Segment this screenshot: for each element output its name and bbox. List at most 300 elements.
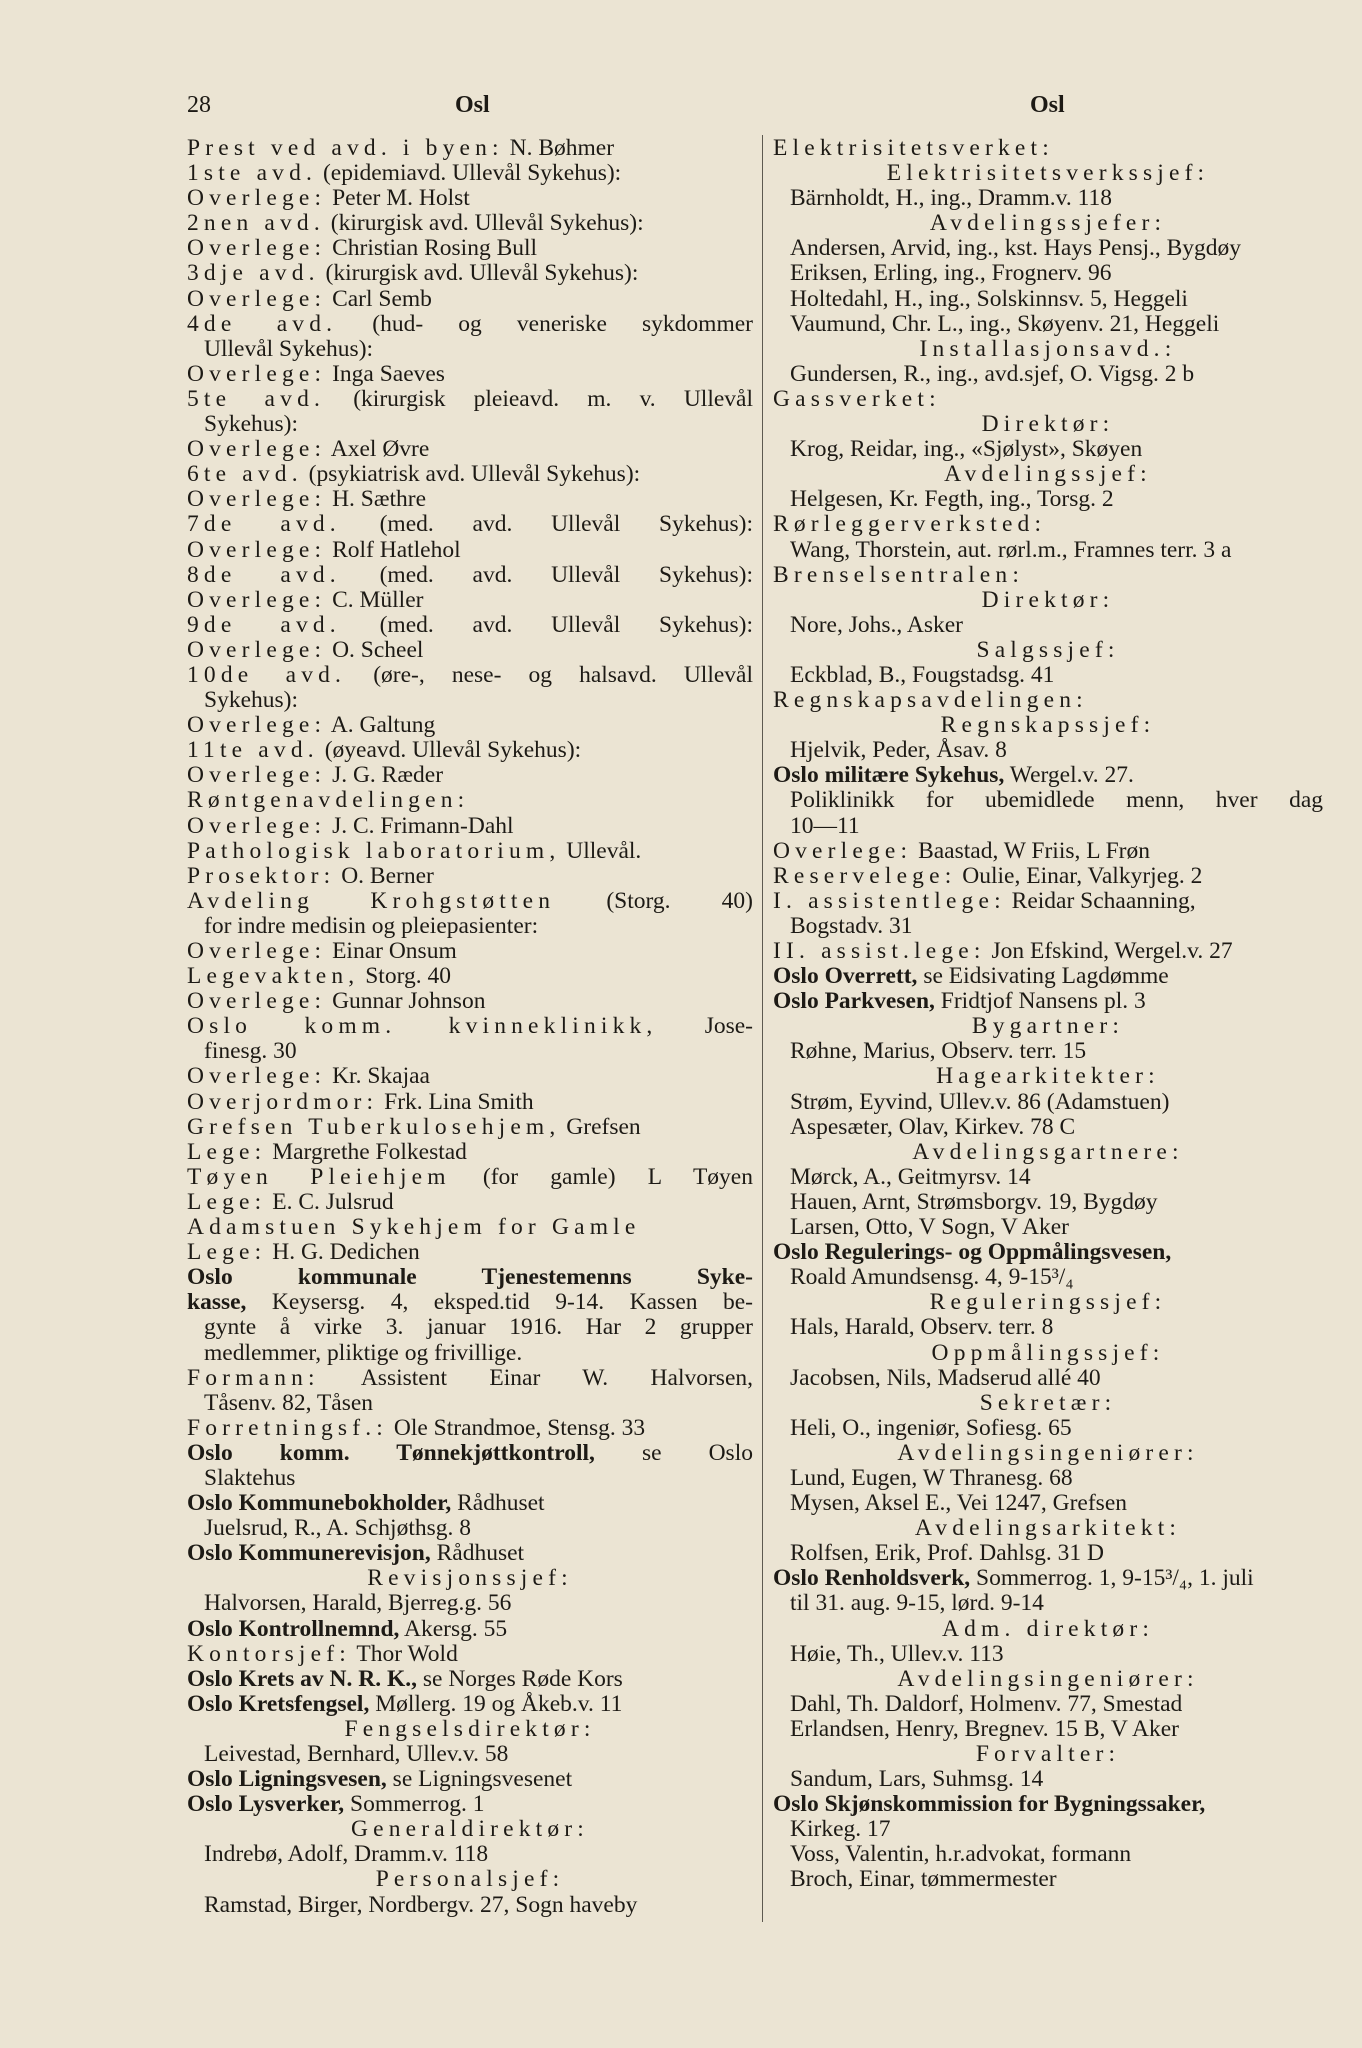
spaced-label: Overlege:	[187, 436, 327, 463]
line-text: Thor Wold	[350, 1640, 458, 1667]
role-title: Direktør:	[981, 586, 1115, 613]
entry-heading	[187, 1290, 753, 1315]
line-text: Helgesen, Kr. Fegth, ing., Torsg. 2	[790, 486, 1114, 513]
spaced-label: Oslo komm. kvinneklinikk,	[187, 1013, 658, 1040]
line-text: Ullevål.	[560, 837, 642, 864]
directory-line	[187, 1215, 753, 1240]
line-text: H. G. Dedichen	[266, 1239, 420, 1266]
role-title: Installasjonsavd.:	[919, 335, 1177, 362]
role-title: Generaldirektør:	[350, 1816, 589, 1843]
line-text: Broch, Einar, tømmermester	[790, 1866, 1057, 1893]
directory-line	[187, 864, 753, 889]
line-text: (med. avd. Ullevål Sykehus):	[340, 561, 753, 588]
role-title: Avdelingsgartnere:	[912, 1138, 1184, 1165]
line-text: Andersen, Arvid, ing., kst. Hays Pensj., Bygdøy	[790, 235, 1242, 262]
spaced-label: Overlege:	[187, 185, 327, 212]
role-heading	[773, 412, 1323, 437]
spaced-label: Elektrisitetsverket:	[773, 135, 1054, 161]
line-text: Carl Semb	[326, 285, 432, 312]
directory-line	[187, 1642, 753, 1667]
text-line	[773, 1416, 1323, 1441]
line-text: (kirurgisk pleieavd. m. v. Ullevål	[325, 385, 754, 412]
line-text: Sandum, Lars, Suhmsg. 14	[790, 1766, 1044, 1793]
text-line	[187, 688, 753, 713]
entry-name: Oslo Ligningsvesen,	[187, 1766, 387, 1793]
line-text: Sykehus):	[204, 411, 298, 438]
line-text: Ramstad, Birger, Nordbergv. 27, Sogn haveby	[204, 1891, 638, 1918]
line-text: Inga Saeves	[326, 360, 445, 387]
line-text: gynte å virke 3. januar 1916. Har 2 grupper	[204, 1314, 753, 1341]
text-line	[773, 1842, 1323, 1867]
text-line	[773, 1165, 1323, 1190]
line-text: Mørck, A., Geitmyrsv. 14	[790, 1163, 1031, 1190]
role-heading	[773, 1014, 1323, 1039]
line-text: Vaumund, Chr. L., ing., Skøyenv. 21, Heggeli	[790, 310, 1220, 337]
role-title: Avdelingsarkitekt:	[914, 1515, 1182, 1542]
role-heading	[773, 1617, 1323, 1642]
line-text: Peter M. Holst	[326, 185, 470, 212]
line-text: (med. avd. Ullevål Sykehus):	[340, 511, 753, 538]
line-text: Lund, Eugen, W Thranesg. 68	[790, 1464, 1073, 1491]
entry-detail: Akersg. 55	[399, 1615, 508, 1642]
spaced-label: Tøyen Pleiehjem	[187, 1163, 451, 1190]
line-text: (epidemiavd. Ullevål Sykehus):	[317, 160, 622, 187]
spaced-label: Reservelege:	[773, 862, 957, 889]
text-line	[773, 362, 1323, 387]
directory-line	[773, 387, 1323, 412]
text-line	[773, 788, 1323, 813]
entry-detail: se Oslo	[594, 1439, 753, 1466]
text-line	[187, 1842, 753, 1867]
directory-line	[773, 939, 1323, 964]
line-text: Sykehus):	[204, 687, 298, 714]
text-line	[187, 1039, 753, 1064]
text-line	[187, 1341, 753, 1366]
text-line	[773, 287, 1323, 312]
directory-line	[187, 287, 753, 312]
role-title: Elektrisitetsverkssjef:	[886, 160, 1210, 187]
line-text: Hjelvik, Peder, Åsav. 8	[790, 737, 1007, 764]
directory-line	[187, 487, 753, 512]
role-title: Regnskapssjef:	[940, 712, 1156, 739]
text-line	[773, 1215, 1323, 1240]
spaced-label: Gassverket:	[773, 385, 941, 412]
line-text: til 31. aug. 9-15, lørd. 9-14	[790, 1590, 1044, 1617]
line-text: (hud- og veneriske sykdommer	[337, 310, 753, 337]
line-text: Gunnar Johnson	[326, 988, 486, 1015]
text-line	[773, 1115, 1323, 1140]
line-text: Assistent Einar W. Halvorsen,	[319, 1364, 753, 1391]
entry-name: Oslo Parkvesen,	[773, 988, 935, 1015]
line-text: finesg. 30	[204, 1038, 297, 1065]
line-text: Erlandsen, Henry, Bregnev. 15 B, V Aker	[790, 1715, 1179, 1742]
line-text: Rolfsen, Erik, Prof. Dahlsg. 31 D	[790, 1540, 1104, 1567]
role-heading	[773, 1441, 1323, 1466]
line-text: (kirurgisk avd. Ullevål Sykehus):	[324, 210, 644, 237]
line-text: Hals, Harald, Observ. terr. 8	[790, 1314, 1054, 1341]
entry-detail: Fridtjof Nansens pl. 3	[934, 988, 1146, 1015]
directory-line	[773, 688, 1323, 713]
directory-line	[187, 763, 753, 788]
entry-heading	[773, 1240, 1323, 1265]
role-heading	[773, 337, 1323, 362]
line-text: Jon Efskind, Wergel.v. 27	[985, 938, 1233, 964]
text-line	[187, 1315, 753, 1340]
line-text: Ullevål Sykehus):	[204, 335, 374, 362]
directory-line	[187, 663, 753, 688]
text-line	[773, 1366, 1323, 1391]
directory-line	[773, 136, 1323, 161]
text-line	[773, 663, 1323, 688]
entry-heading	[773, 989, 1323, 1014]
directory-line	[187, 613, 753, 638]
role-heading	[187, 1566, 753, 1591]
line-text: Leivestad, Bernhard, Ullev.v. 58	[204, 1741, 509, 1767]
line-text: Oulie, Einar, Valkyrjeg. 2	[956, 862, 1203, 889]
line-text: Heli, O., ingeniør, Sofiesg. 65	[790, 1414, 1072, 1441]
text-line	[773, 1265, 1323, 1290]
directory-line	[187, 588, 753, 613]
text-line	[187, 1893, 753, 1918]
line-text: (øyeavd. Ullevål Sykehus):	[318, 737, 582, 764]
directory-line	[187, 964, 753, 989]
line-text: Frk. Lina Smith	[378, 1088, 534, 1115]
line-text: C. Müller	[326, 586, 424, 613]
line-text: (med. avd. Ullevål Sykehus):	[340, 611, 753, 638]
spaced-label: Overlege:	[187, 536, 327, 563]
spaced-label: Overlege:	[187, 712, 327, 739]
spaced-label: Formann:	[187, 1364, 320, 1391]
line-text: Slaktehus	[204, 1464, 296, 1491]
directory-line	[187, 788, 753, 813]
text-line	[187, 1391, 753, 1416]
line-text: Holtedahl, H., ing., Solskinnsv. 5, Heggeli	[790, 285, 1188, 312]
entry-name: Oslo Skjønskommission for Bygningssaker,	[773, 1791, 1206, 1818]
directory-line	[187, 161, 753, 186]
spaced-label: 8de avd.	[187, 561, 341, 588]
directory-line	[187, 312, 753, 337]
role-title: Salgssjef:	[976, 636, 1120, 663]
line-text: Axel Øvre	[326, 436, 430, 463]
role-heading	[773, 1290, 1323, 1315]
line-text: Høie, Th., Ullev.v. 113	[790, 1640, 1004, 1667]
directory-line	[187, 1416, 753, 1441]
text-line	[187, 1591, 753, 1616]
role-heading	[773, 1742, 1323, 1767]
left-column	[187, 136, 753, 1918]
line-text: Bärnholdt, H., ing., Dramm.v. 118	[790, 185, 1113, 212]
line-text: E. C. Julsrud	[266, 1188, 394, 1215]
line-text: Røhne, Marius, Observ. terr. 15	[790, 1038, 1087, 1065]
directory-line	[187, 136, 753, 161]
line-text: Reidar Schaanning,	[1005, 887, 1196, 914]
text-line	[773, 814, 1323, 839]
role-heading	[773, 1667, 1323, 1692]
line-text: (psykiatrisk avd. Ullevål Sykehus):	[302, 461, 641, 488]
entry-heading	[187, 1491, 753, 1516]
line-text: Voss, Valentin, h.r.advokat, formann	[790, 1841, 1132, 1868]
spaced-label: Overlege:	[187, 285, 327, 312]
line-text: Eriksen, Erling, ing., Frognerv. 96	[790, 260, 1112, 287]
page-number: 28	[187, 92, 211, 118]
text-line	[773, 1591, 1323, 1616]
entry-detail: Rådhuset	[451, 1490, 545, 1517]
directory-line	[187, 1014, 753, 1039]
right-column	[773, 136, 1323, 1893]
spaced-label: Overlege:	[187, 812, 327, 839]
entry-name: Oslo Kretsfengsel,	[187, 1690, 370, 1717]
entry-name: Oslo Krets av N. R. K.,	[187, 1665, 417, 1692]
entry-heading	[773, 1792, 1323, 1817]
entry-detail: Møllerg. 19 og Åkeb.v. 11	[369, 1690, 623, 1717]
directory-line	[773, 563, 1323, 588]
text-line	[773, 312, 1323, 337]
spaced-label: Avdeling Krohgstøtten	[187, 887, 556, 914]
column-divider	[762, 135, 763, 1922]
role-heading	[187, 1717, 753, 1742]
role-title: Bygartner:	[971, 1013, 1125, 1040]
line-text: Wang, Thorstein, aut. rørl.m., Framnes terr. 3 a	[790, 536, 1232, 563]
role-title: Adm. direktør:	[941, 1615, 1155, 1642]
directory-line	[187, 1240, 753, 1265]
role-heading	[773, 1341, 1323, 1366]
directory-line	[187, 462, 753, 487]
spaced-label: Kontorsjef:	[187, 1640, 351, 1667]
line-text: Baastad, W Friis, L Frøn	[912, 837, 1151, 864]
spaced-label: 2nen avd.	[187, 210, 325, 237]
entry-heading	[187, 1265, 753, 1290]
role-heading	[187, 1867, 753, 1892]
line-text: Tåsenv. 82, Tåsen	[204, 1389, 374, 1416]
text-line	[187, 1466, 753, 1491]
line-text: Kr. Skajaa	[326, 1063, 430, 1090]
entry-detail: se Ligningsvesenet	[386, 1766, 573, 1793]
entry-heading	[187, 1667, 753, 1692]
role-title: Fengselsdirektør:	[344, 1715, 596, 1742]
entry-name: Oslo komm. Tønnekjøttkontroll,	[187, 1439, 595, 1466]
spaced-label: 3dje avd.	[187, 260, 320, 287]
text-line	[773, 1541, 1323, 1566]
directory-line	[187, 261, 753, 286]
line-text: Jose-	[657, 1013, 753, 1040]
role-heading	[773, 1391, 1323, 1416]
line-text: H. Sæthre	[326, 486, 427, 513]
role-title: Direktør:	[981, 411, 1115, 438]
role-title: Oppmålingssjef:	[931, 1339, 1165, 1366]
line-text: Rolf Hatlehol	[326, 536, 461, 563]
entry-heading	[773, 1566, 1323, 1591]
line-text: Strøm, Eyvind, Ullev.v. 86 (Adamstuen)	[790, 1088, 1170, 1115]
directory-line	[773, 889, 1323, 914]
spaced-label: Overlege:	[187, 586, 327, 613]
line-text: Einar Onsum	[326, 938, 457, 964]
line-text: Bogstadv. 31	[790, 912, 913, 939]
right-running-head: Osl	[1030, 92, 1065, 118]
role-heading	[773, 1516, 1323, 1541]
directory-line	[187, 437, 753, 462]
text-line	[773, 437, 1323, 462]
directory-line	[187, 362, 753, 387]
entry-name: Oslo Kommunerevisjon,	[187, 1540, 431, 1567]
directory-line	[187, 211, 753, 236]
entry-detail: se Norges Røde Kors	[417, 1665, 623, 1692]
directory-line	[187, 889, 753, 914]
spaced-label: Overlege:	[187, 938, 327, 964]
role-title: Revisjonssjef:	[367, 1565, 573, 1592]
text-line	[773, 1767, 1323, 1792]
line-text: J. G. Ræder	[326, 762, 444, 789]
directory-line	[773, 864, 1323, 889]
role-title: Avdelingssjefer:	[929, 210, 1167, 237]
entry-name: Oslo kommunale Tjenestemenns Syke-	[187, 1264, 753, 1291]
spaced-label: Lege:	[187, 1239, 267, 1266]
directory-line	[187, 236, 753, 261]
entry-name: Oslo Lysverker,	[187, 1791, 345, 1818]
line-text: Gundersen, R., ing., avd.sjef, O. Vigsg. 2 b	[790, 360, 1195, 387]
directory-line	[187, 638, 753, 663]
role-heading	[773, 1064, 1323, 1089]
spaced-label: Regnskapsavdelingen:	[773, 687, 1088, 714]
directory-line	[187, 738, 753, 763]
directory-line	[187, 839, 753, 864]
spaced-label: Prosektor:	[187, 862, 336, 889]
spaced-label: 7de avd.	[187, 511, 341, 538]
text-line	[773, 487, 1323, 512]
spaced-label: 4de avd.	[187, 310, 338, 337]
directory-line	[773, 512, 1323, 537]
entry-name: kasse,	[187, 1289, 247, 1316]
directory-line	[187, 563, 753, 588]
line-text: Kirkeg. 17	[790, 1816, 891, 1843]
spaced-label: Overlege:	[187, 988, 327, 1015]
role-title: Sekretær:	[979, 1389, 1117, 1416]
spaced-label: Prest ved avd. i byen:	[187, 135, 504, 161]
text-line	[773, 1642, 1323, 1667]
line-text: (øre-, nese- og halsavd. Ullevål	[346, 661, 753, 688]
role-heading	[773, 462, 1323, 487]
spaced-label: II. assist.lege:	[773, 938, 986, 964]
line-text: Roald Amundsensg. 4, 9-15³/₄	[790, 1264, 1074, 1291]
spaced-label: Lege:	[187, 1138, 267, 1165]
spaced-label: Brenselsentralen:	[773, 561, 1025, 588]
directory-line	[187, 939, 753, 964]
line-text: O. Berner	[335, 862, 434, 889]
directory-line	[187, 1140, 753, 1165]
text-line	[773, 236, 1323, 261]
role-heading	[773, 638, 1323, 663]
entry-name: Oslo militære Sykehus,	[773, 762, 1005, 789]
spaced-label: 5te avd.	[187, 385, 326, 412]
directory-line	[187, 989, 753, 1014]
text-line	[773, 738, 1323, 763]
text-line	[773, 1867, 1323, 1892]
entry-heading	[187, 1541, 753, 1566]
entry-heading	[187, 1767, 753, 1792]
role-heading	[187, 1817, 753, 1842]
spaced-label: Forretningsf.:	[187, 1414, 388, 1441]
text-line	[773, 1491, 1323, 1516]
directory-line	[187, 1115, 753, 1140]
spaced-label: Rørleggerverksted:	[773, 511, 1047, 538]
text-line	[773, 613, 1323, 638]
line-text: Eckblad, B., Fougstadsg. 41	[790, 661, 1055, 688]
entry-name: Oslo Kontrollnemnd,	[187, 1615, 400, 1642]
directory-line	[187, 186, 753, 211]
line-text: (for gamle) L Tøyen	[450, 1163, 753, 1190]
spaced-label: Lege:	[187, 1188, 267, 1215]
spaced-label: Overlege:	[187, 762, 327, 789]
role-title: Avdelingsingeniører:	[897, 1665, 1199, 1692]
text-line	[187, 1742, 753, 1767]
spaced-label: 1ste avd.	[187, 160, 318, 187]
directory-line	[187, 1165, 753, 1190]
role-heading	[773, 713, 1323, 738]
spaced-label: Adamstuen Sykehjem for Gamle	[187, 1214, 641, 1241]
spaced-label: Pathologisk laboratorium,	[187, 837, 561, 864]
entry-heading	[187, 1792, 753, 1817]
line-text: Indrebø, Adolf, Dramm.v. 118	[204, 1841, 489, 1868]
spaced-label: 9de avd.	[187, 611, 341, 638]
role-title: Forvalter:	[975, 1741, 1121, 1767]
entry-name: Oslo Regulerings- og Oppmålingsvesen,	[773, 1239, 1172, 1266]
entry-heading	[773, 964, 1323, 989]
spaced-label: Overlege:	[187, 360, 327, 387]
line-text: O. Scheel	[326, 636, 424, 663]
line-text: Hauen, Arnt, Strømsborgv. 19, Bygdøy	[790, 1188, 1158, 1215]
directory-line	[187, 814, 753, 839]
entry-heading	[187, 1441, 753, 1466]
entry-detail: Rådhuset	[430, 1540, 525, 1567]
line-text: for indre medisin og pleiepasienter:	[204, 912, 539, 939]
directory-line	[187, 1064, 753, 1089]
text-line	[187, 1516, 753, 1541]
entry-detail: Keysersg. 4, eksped.tid 9-14. Kassen be-	[246, 1289, 753, 1316]
entry-detail: Wergel.v. 27.	[1004, 762, 1134, 789]
entry-name: Oslo Renholdsverk,	[773, 1565, 971, 1592]
spaced-label: 6te avd.	[187, 461, 303, 488]
line-text: (kirurgisk avd. Ullevål Sykehus):	[319, 260, 639, 287]
line-text: Nore, Johs., Asker	[790, 611, 963, 638]
role-heading	[773, 1140, 1323, 1165]
entry-name: Oslo Kommunebokholder,	[187, 1490, 452, 1517]
line-text: Juelsrud, R., A. Schjøthsg. 8	[204, 1515, 472, 1542]
line-text: 10—11	[790, 812, 860, 839]
line-text: Mysen, Aksel E., Vei 1247, Grefsen	[790, 1490, 1128, 1517]
line-text: Larsen, Otto, V Sogn, V Aker	[790, 1214, 1069, 1241]
line-text: Dahl, Th. Daldorf, Holmenv. 77, Smestad	[790, 1690, 1183, 1717]
text-line	[773, 538, 1323, 563]
entry-heading	[187, 1617, 753, 1642]
entry-detail: Sommerrog. 1, 9-15³/₄, 1. juli	[970, 1565, 1254, 1592]
spaced-label: Overlege:	[187, 1063, 327, 1090]
spaced-label: Røntgenavdelingen:	[187, 787, 470, 814]
spaced-label: Overjordmor:	[187, 1088, 379, 1115]
spaced-label: Overlege:	[773, 837, 913, 864]
text-line	[773, 1039, 1323, 1064]
spaced-label: 10de avd.	[187, 661, 347, 688]
spaced-label: Overlege:	[187, 486, 327, 513]
line-text: N. Bøhmer	[503, 135, 615, 161]
text-line	[773, 1090, 1323, 1115]
directory-line	[187, 1190, 753, 1215]
line-text: Grefsen	[560, 1113, 641, 1140]
text-line	[773, 914, 1323, 939]
text-line	[773, 1466, 1323, 1491]
line-text: Aspesæter, Olav, Kirkev. 78 C	[790, 1113, 1076, 1140]
role-title: Personalsjef:	[375, 1866, 565, 1893]
spaced-label: Legevakten,	[187, 963, 360, 990]
directory-line	[187, 1090, 753, 1115]
